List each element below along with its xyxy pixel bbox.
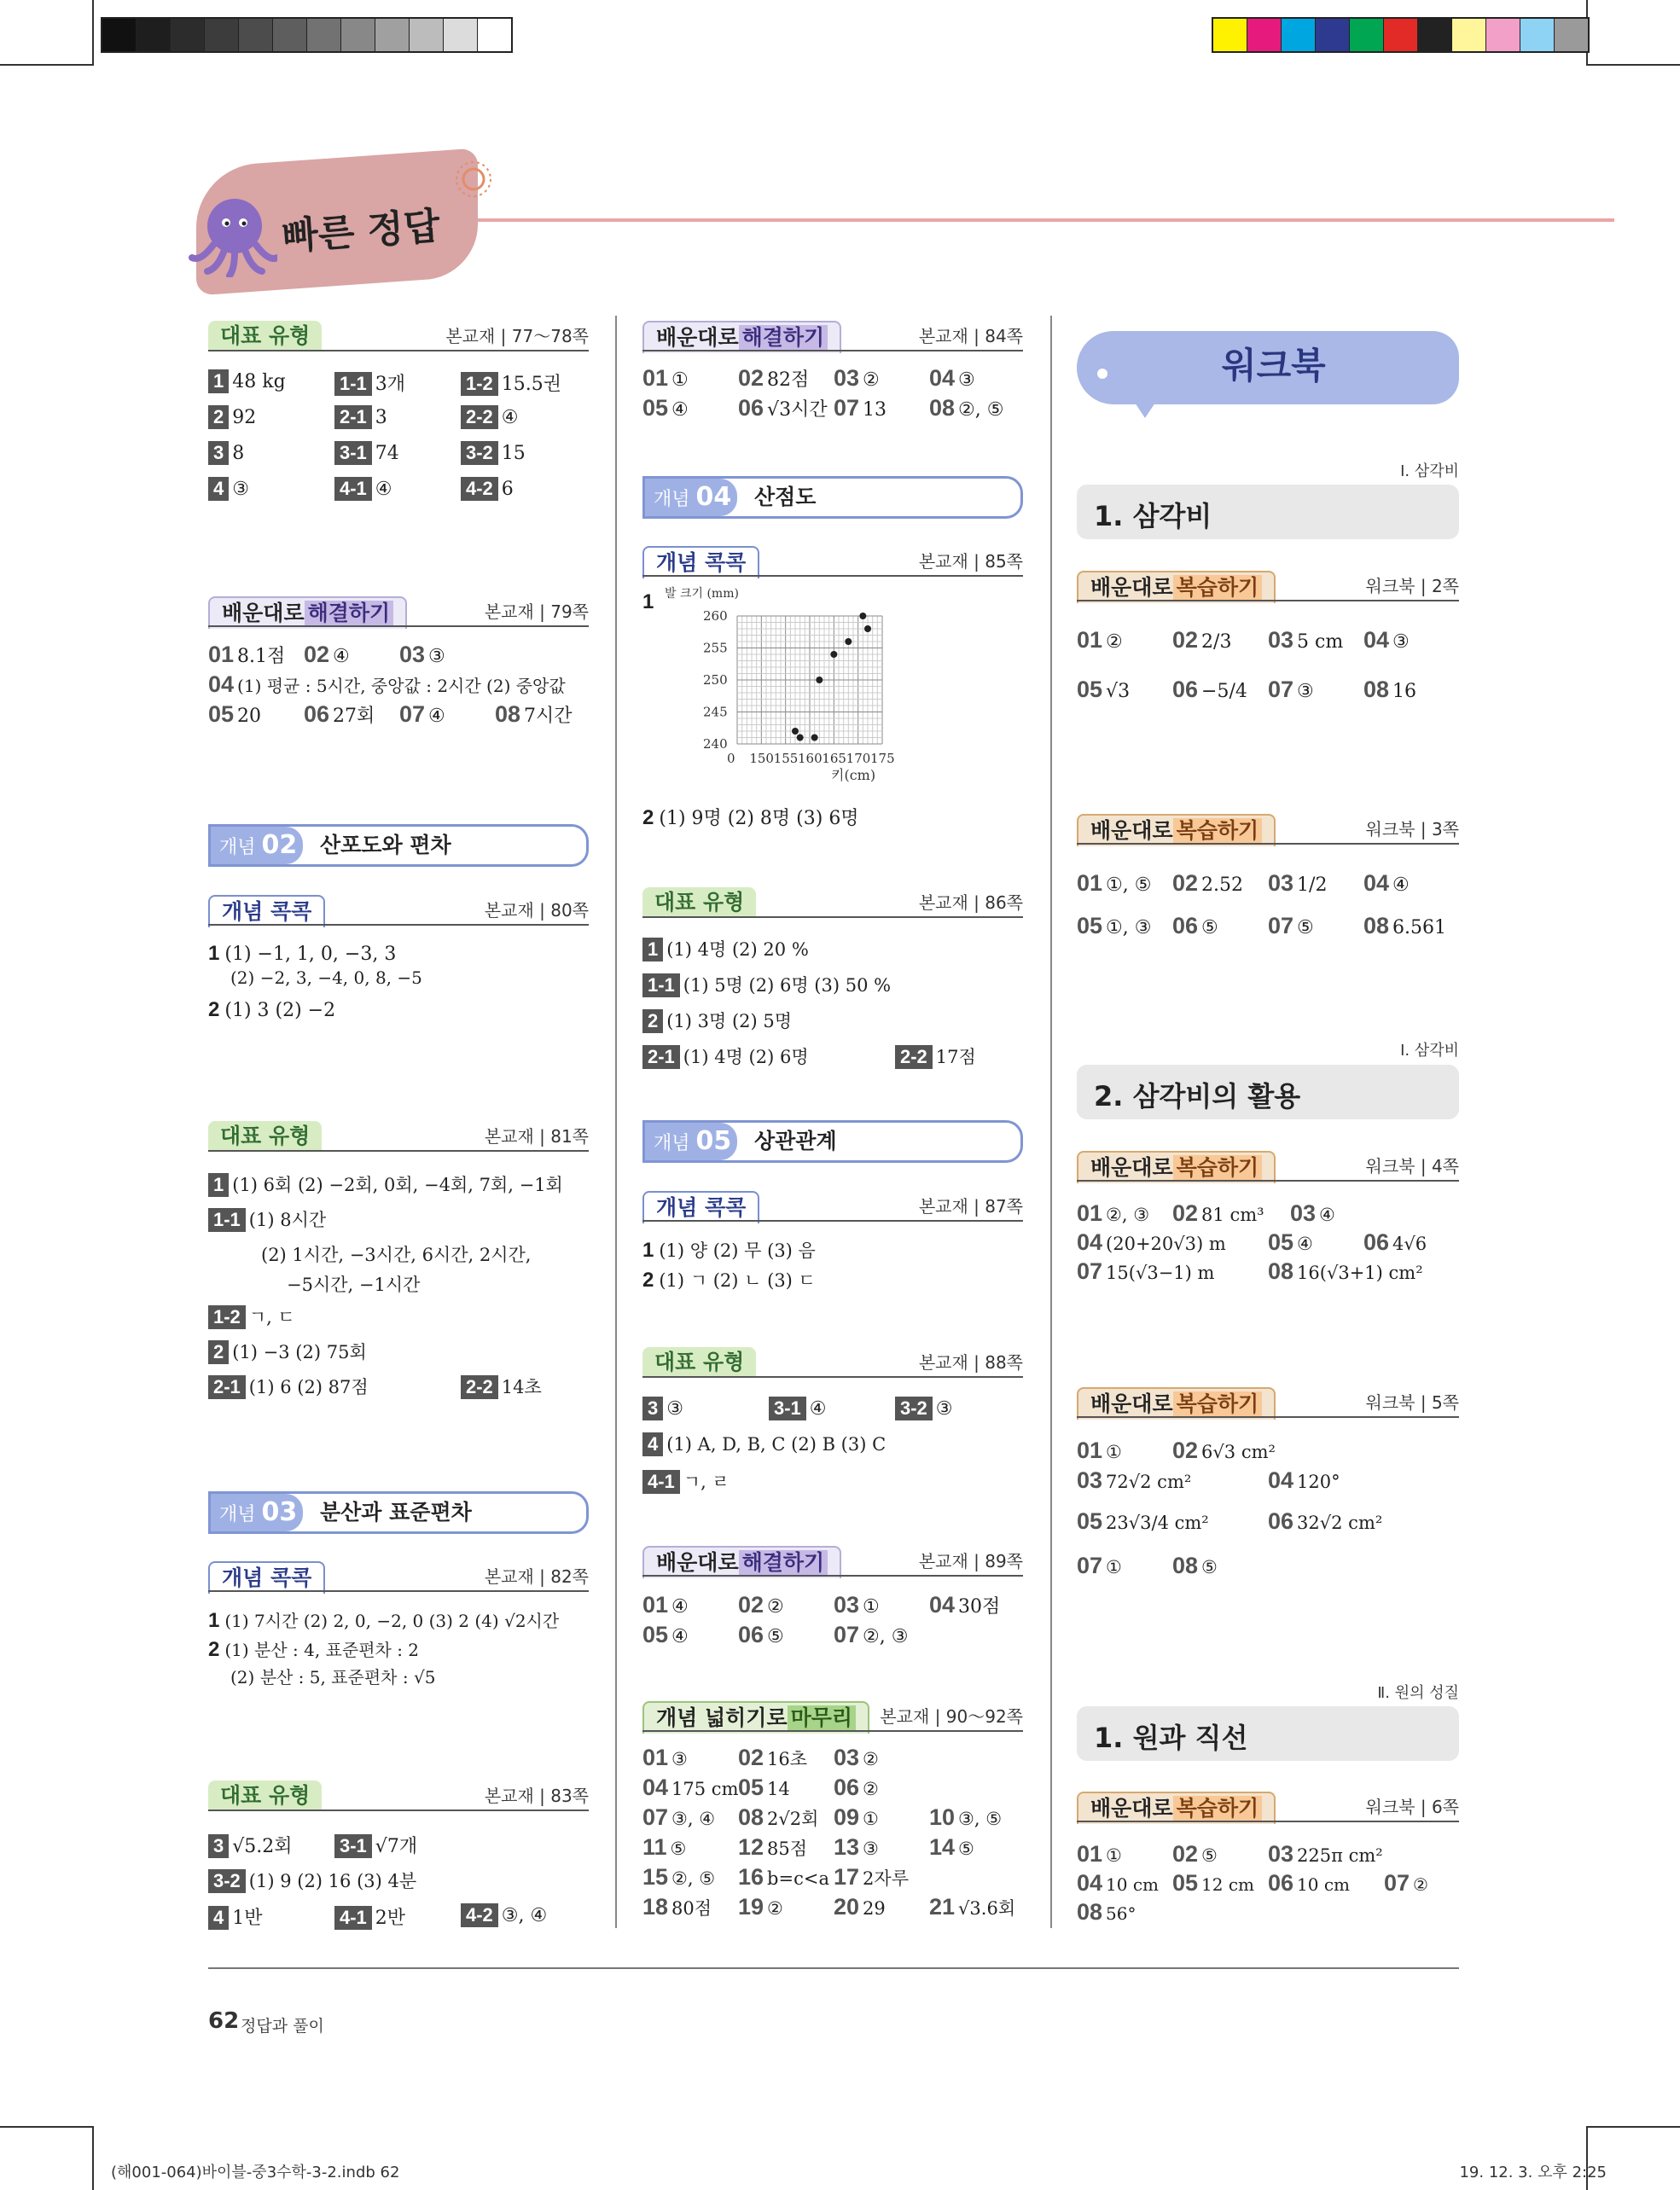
section-header [1077, 1384, 1459, 1418]
answer-item: 04 175 cm [642, 1775, 739, 1800]
workbook-banner-tail [1128, 392, 1162, 418]
section-header [642, 1188, 1023, 1222]
answer: 6 [501, 479, 514, 500]
answer: 15 [501, 443, 526, 464]
bullet-icon [1097, 369, 1107, 379]
concept-banner-03: 개념 03 분산과 표준편차 [208, 1491, 589, 1534]
page-ref: 본교재 | 80쪽 [484, 900, 589, 921]
unit-label: Ⅰ. 삼각비 [1400, 1042, 1459, 1060]
answer: ④ [375, 479, 392, 500]
answer-item: 11 ⑤ [642, 1834, 687, 1860]
section-header [208, 1777, 589, 1811]
answer-item: 17 2자루 [834, 1864, 909, 1890]
x-tick-label: 0 [727, 751, 735, 766]
section-tag: 배운대로 복습하기 [1077, 1387, 1276, 1420]
x-tick-label: 150 [749, 751, 774, 766]
answer-item: 19 ② [738, 1894, 783, 1920]
chapter-box: 2. 삼각비의 활용 [1077, 1065, 1459, 1119]
page-ref: 본교재 | 83쪽 [484, 1786, 589, 1806]
y-tick-label: 250 [703, 672, 728, 688]
answer-item: 02 16초 [738, 1745, 808, 1770]
section-tag: 대표 유형 [208, 1121, 322, 1152]
data-point [816, 677, 823, 683]
crop-mark [92, 2126, 94, 2190]
page-ref: 본교재 | 81쪽 [484, 1126, 589, 1147]
workbook-title: 워크북 [1222, 345, 1326, 386]
answer: 92 [232, 407, 257, 428]
data-point [797, 735, 804, 741]
x-tick-label: 155 [773, 751, 799, 766]
answer-item: 05 14 [738, 1775, 790, 1800]
section-tag: 배운대로 해결하기 [642, 321, 841, 353]
page-ref: 워크북 | 6쪽 [1365, 1797, 1459, 1817]
section-tag: 대표 유형 [642, 887, 756, 918]
crop-mark [0, 2126, 94, 2128]
section-tag: 개념 넓히기로 마무리 [642, 1701, 869, 1734]
answer-item: 01 ③ [642, 1745, 688, 1770]
data-point [864, 625, 871, 632]
page-number: 62 [208, 2008, 240, 2034]
unit-label: Ⅰ. 삼각비 [1400, 462, 1459, 480]
section-header [208, 317, 589, 351]
x-axis-label: 키(cm) [831, 767, 876, 783]
section-header [208, 1118, 589, 1152]
section-header [1077, 1147, 1459, 1182]
chapter-box: 1. 삼각비 [1077, 485, 1459, 539]
file-info: (해001-064)바이블-중3수학-3-2.indb 62 [111, 2164, 400, 2181]
answer-item: 16 b=c<a [738, 1864, 829, 1890]
column-2: 배운대로 해결하기 본교재 | 84쪽 01 ① 02 82점 03 ② 04 ③ 05 ④ 06 √3시간 07 13 08 ②, ⑤ 개념 04 산점도 개념 콕콕 본교재 | 85쪽 1 0 150 155 160 165 170 175 240 245 250 255 260 발 크기 (mm) 키(cm) 2 (1) 9명 (2) 8명 (3) 6명 대표 유형 본교재 | 86쪽 1 (1) 4명 (2) 20 % 1-1 (1) 5명 (2) 6명 (3) 50 % 2 (1) 3명 (2) 5명 2-1 (1) 4명 (2) 6명 2-2 17점 개념 05 상관관계 개념 콕콕 본교재 | 87쪽 1 (1) 양 (2) 무 (3) 음 2 (1) ㄱ (2) ㄴ (3) ㄷ 대표 유형 본교재 | 88쪽 3 ③ 3-1 ④ 3-2 ③ 4 (1) A, D, B, C (2) B (3) C 4-1 ㄱ, ㄹ 배운대로 해결하기 본교재 | 89쪽 01 ④ 02 ② 03 ① 04 30점 05 ④ 06 ⑤ 07 ②, ③ 개념 넓히기로 마무리 본교재 | 90～92쪽 01 ③ 02 16초 03 ② 04 175 cm 05 14 06 ② 07 ③, ④ 08 2√2회 09 ① 10 ③, ⑤ 11 ⑤ 12 85점 13 ③ 14 ⑤ 15 ②, ⑤ 16 b=c<a 17 2자루 18 80점 19 ② 20 29 21 √3.6회 [642, 0, 1023, 1962]
page-ref: 워크북 | 2쪽 [1365, 576, 1459, 596]
y-tick-label: 240 [703, 736, 728, 752]
column-3: 워크북 Ⅰ. 삼각비 1. 삼각비 배운대로 복습하기 워크북 | 2쪽 01 ② 02 2/3 03 5 cm 04 ③ 05 √3 06 −5/4 07 ③ 08 16 배운대로 복습하기 워크북 | 3쪽 01 ①, ⑤ 02 2.52 03 1/2 04 ④ 05 ①, ③ 06 ⑤ 07 ⑤ 08 6.561 Ⅰ. 삼각비 2. 삼각비의 활용 배운대로 복습하기 워크북 | 4쪽 01 ②, ③ 02 81 cm³ 03 ④ 04 (20+20√3) m 05 ④ 06 4√6 07 15(√3−1) m 08 16(√3+1) cm² 배운대로 복습하기 워크북 | 5쪽 01 ① 02 6√3 cm² 03 72√2 cm² 04 120° 05 23√3/4 cm² 06 32√2 cm² 07 ① 08 ⑤ Ⅱ. 원의 성질 1. 원과 직선 배운대로 복습하기 워크북 | 6쪽 01 ① 02 ⑤ 03 225π cm² 04 10 cm 05 12 cm 06 10 cm 07 ② 08 56° [1077, 0, 1459, 1962]
section-tag: 배운대로 복습하기 [1077, 1792, 1276, 1824]
answer: ③ [232, 479, 249, 500]
y-tick-label: 245 [703, 704, 728, 720]
page-ref: 본교재 | 77～78쪽 [445, 326, 589, 346]
section-header [1077, 567, 1459, 601]
section-header [1077, 810, 1459, 845]
y-tick-label: 260 [703, 608, 728, 624]
data-point [811, 735, 818, 741]
column-divider [1050, 316, 1052, 1928]
concept-banner-05: 개념 05 상관관계 [642, 1120, 1023, 1163]
section-tag: 배운대로 복습하기 [1077, 571, 1276, 603]
section-header [208, 593, 589, 627]
data-point [830, 651, 837, 658]
page-ref: 본교재 | 79쪽 [484, 601, 589, 622]
print-date: 19. 12. 3. 오후 2:25 [1459, 2164, 1607, 2181]
chapter-box: 1. 원과 직선 [1077, 1706, 1459, 1761]
answer-item: 06 ② [834, 1775, 879, 1800]
section-tag: 배운대로 해결하기 [208, 596, 407, 629]
section-tag: 배운대로 복습하기 [1077, 1151, 1276, 1183]
x-tick-label: 175 [870, 751, 895, 766]
y-axis-label: 발 크기 (mm) [665, 587, 739, 601]
crop-mark [92, 0, 94, 64]
scatter-chart [665, 582, 921, 795]
section-tag: 배운대로 해결하기 [642, 1546, 841, 1578]
answer-item: 09 ① [834, 1804, 879, 1830]
answer: 3 [375, 407, 387, 428]
page-ref: 본교재 | 85쪽 [918, 551, 1023, 572]
x-tick-label: 160 [798, 751, 823, 766]
section-tag: 대표 유형 [642, 1347, 756, 1378]
section-header [642, 543, 1023, 577]
section-header [642, 1542, 1023, 1577]
answer-item: 21 √3.6회 [929, 1894, 1016, 1920]
header-title: 빠른 정답 [280, 204, 442, 259]
crop-mark [1586, 2126, 1680, 2128]
answer-item: 10 ③, ⑤ [929, 1804, 1003, 1830]
data-point [792, 728, 799, 735]
crop-mark [0, 64, 94, 66]
section-header [1077, 1788, 1459, 1822]
page-ref: 본교재 | 82쪽 [484, 1566, 589, 1587]
page-ref: 본교재 | 87쪽 [918, 1196, 1023, 1217]
section-header [642, 317, 1023, 351]
answer-item: 12 85점 [738, 1834, 808, 1860]
section-header [208, 1558, 589, 1592]
section-tag: 개념 콕콕 [642, 546, 759, 578]
data-point [845, 638, 852, 645]
page-ref: 본교재 | 89쪽 [918, 1551, 1023, 1571]
footer-label: 정답과 풀이 [241, 2017, 324, 2036]
crop-mark [1586, 64, 1680, 66]
page-ref: 워크북 | 3쪽 [1365, 819, 1459, 839]
section-header [208, 892, 589, 926]
x-tick-label: 170 [846, 751, 871, 766]
section-tag: 개념 콕콕 [208, 895, 325, 927]
answer: ④ [501, 407, 519, 428]
answer-item: 18 80점 [642, 1894, 712, 1920]
page-ref: 본교재 | 86쪽 [918, 892, 1023, 913]
section-tag: 배운대로 복습하기 [1077, 814, 1276, 846]
y-tick-label: 255 [703, 640, 728, 656]
section-tag: 개념 콕콕 [208, 1561, 325, 1594]
answer-item: 08 2√2회 [738, 1804, 819, 1830]
page-ref: 워크북 | 5쪽 [1365, 1392, 1459, 1413]
page-ref: 본교재 | 88쪽 [918, 1352, 1023, 1373]
page-ref: 본교재 | 84쪽 [918, 326, 1023, 346]
answer-item: 14 ⑤ [929, 1834, 974, 1860]
concept-banner-02: 개념 02 산포도와 편차 [208, 824, 589, 867]
answer-item: 07 ③, ④ [642, 1804, 716, 1830]
section-tag: 개념 콕콕 [642, 1191, 759, 1223]
section-tag: 대표 유형 [208, 321, 322, 351]
data-point [859, 613, 866, 619]
section-header [642, 1344, 1023, 1378]
answer-item: 20 29 [834, 1894, 886, 1920]
answer: 48 kg [232, 371, 286, 392]
column-1: 대표 유형 본교재 | 77～78쪽 1 48 kg 1-1 3개 1-2 15.5권 2 92 2-1 3 2-2 ④ 3 8 3-1 74 3-2 15 4 ③ 4-1 ④ 4-2 6 배운대로 해결하기 본교재 | 79쪽 01 8.1점 02 ④ 03 ③ 04 (1) 평균 : 5시간, 중앙값 : 2시간 (2) 중앙값 05 20 06 27회 07 ④ 08 7시간 개념 02 산포도와 편차 개념 콕콕 본교재 | 80쪽 1 (1) −1, 1, 0, −3, 3 (2) −2, 3, −4, 0, 8, −5 2 (1) 3 (2) −2 대표 유형 본교재 | 81쪽 1 (1) 6회 (2) −2회, 0회, −4회, 7회, −1회 1-1 (1) 8시간 (2) 1시간, −3시간, 6시간, 2시간, −5시간, −1시간 1-2 ㄱ, ㄷ 2 (1) −3 (2) 75회 2-1 (1) 6 (2) 87점 2-2 14초 개념 03 분산과 표준편차 개념 콕콕 본교재 | 82쪽 1 (1) 7시간 (2) 2, 0, −2, 0 (3) 2 (4) √2시간 2 (1) 분산 : 4, 표준편차 : 2 (2) 분산 : 5, 표준편차 : √5 대표 유형 본교재 | 83쪽 3 √5.2회 3-1 √7개 3-2 (1) 9 (2) 16 (3) 4분 4 1반 4-1 2반 4-2 ③, ④ [208, 0, 589, 1962]
answer: 8 [232, 443, 245, 464]
page-ref: 본교재 | 90～92쪽 [880, 1706, 1023, 1727]
x-tick-label: 165 [822, 751, 846, 766]
answer-item: 13 ③ [834, 1834, 879, 1860]
answer: 3개 [375, 374, 406, 395]
section-header [642, 1698, 1023, 1732]
column-divider [615, 316, 617, 1928]
answer: 15.5권 [501, 374, 562, 395]
concept-banner-04: 개념 04 산점도 [642, 476, 1023, 519]
page-ref: 워크북 | 4쪽 [1365, 1156, 1459, 1176]
footer-rule [208, 1967, 1459, 1969]
section-tag: 대표 유형 [208, 1780, 322, 1811]
answer-item: 03 ② [834, 1745, 879, 1770]
answer: 74 [375, 443, 399, 464]
unit-label: Ⅱ. 원의 성질 [1377, 1684, 1459, 1702]
section-header [642, 884, 1023, 918]
answer-item: 15 ②, ⑤ [642, 1864, 716, 1890]
